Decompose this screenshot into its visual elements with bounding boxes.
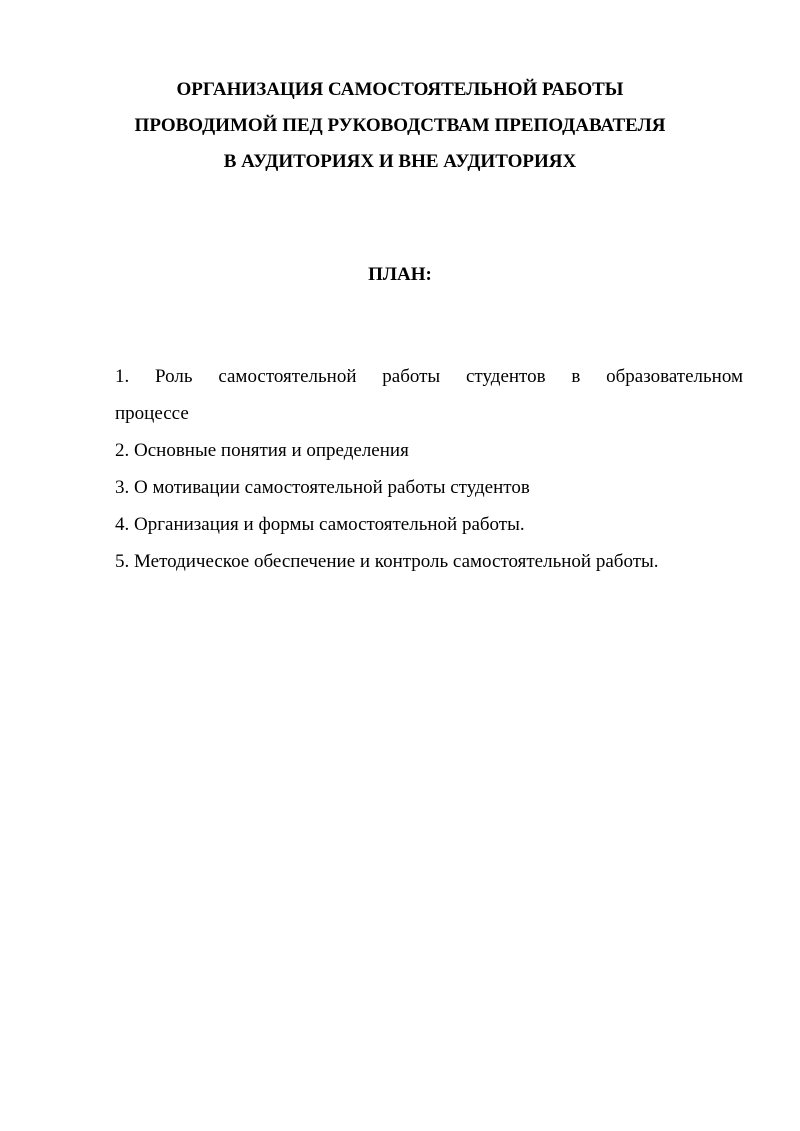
plan-item: 4. Организация и формы самостоятельной работы. [115,514,525,535]
plan-heading: ПЛАН: [368,264,432,285]
plan-item-line: процессе [115,403,189,424]
plan-list [115,358,743,580]
document-title [60,72,740,180]
title-line: В АУДИТОРИЯХ И ВНЕ АУДИТОРИЯХ [223,151,577,172]
title-line: ОРГАНИЗАЦИЯ САМОСТОЯТЕЛЬНОЙ РАБОТЫ [176,79,624,100]
title-line: ПРОВОДИМОЙ ПЕД РУКОВОДСТВАМ ПРЕПОДАВАТЕЛЯ [134,115,666,136]
plan-item: 2. Основные понятия и определения [115,440,409,461]
plan-item [115,358,743,432]
plan-item: 3. О мотивации самостоятельной работы студентов [115,477,530,498]
plan-item-line: 1. Роль самостоятельной работы студентов в образовательном [115,366,743,387]
plan-item: 5. Методическое обеспечение и контроль самостоятельной работы. [115,551,659,572]
